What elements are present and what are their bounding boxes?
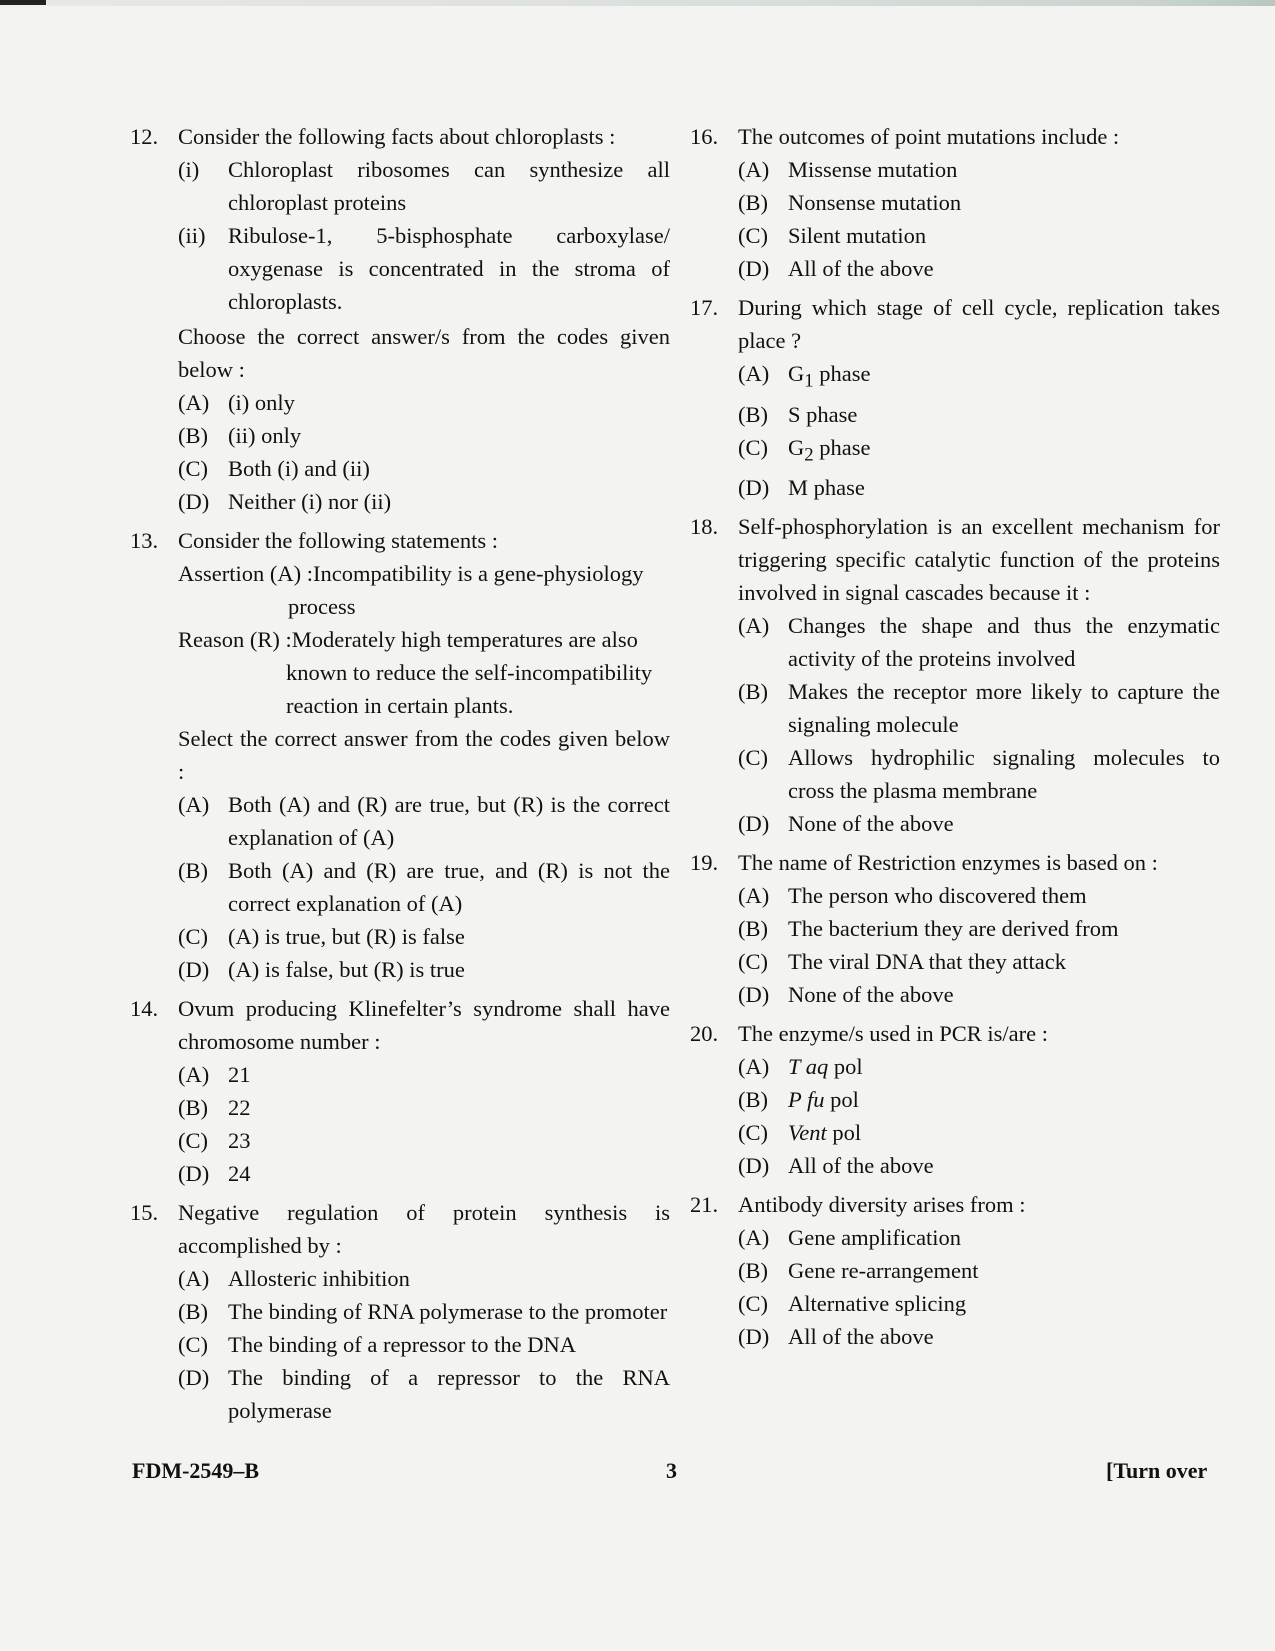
option-d: (D) Neither (i) nor (ii) — [178, 489, 392, 514]
question-text: Consider the following statements : — [178, 528, 498, 553]
turn-over-note: [Turn over — [1106, 1458, 1208, 1483]
question-16 — [690, 120, 1220, 285]
page-number: 3 — [666, 1458, 677, 1483]
option-a: (A) (i) only — [178, 390, 295, 415]
option-a: (A) The person who discovered them — [738, 883, 1087, 908]
option-d: (D) M phase — [738, 475, 865, 500]
top-edge-strip — [46, 0, 1275, 6]
option-b: (B) Both (A) and (R) are true, and (R) is not the correct explanation of (A) — [178, 858, 670, 916]
statement-i: (i) Chloroplast ribosomes can synthesize all chloroplast proteins — [178, 157, 670, 215]
reason-continued: known to reduce the self-incompatibility — [286, 660, 653, 685]
question-text: Consider the following facts about chloroplasts : — [178, 124, 616, 149]
question-number: 15. — [130, 1200, 159, 1225]
option-a: (A) 21 — [178, 1062, 251, 1087]
option-b: (B) Nonsense mutation — [738, 190, 962, 215]
option-a: (A) Gene amplification — [738, 1225, 962, 1250]
option-c: (C) Vent pol — [738, 1120, 862, 1145]
instruction-text: Choose the correct answer/s from the codes given below : — [178, 324, 670, 382]
question-number: 17. — [690, 295, 719, 320]
question-18 — [690, 510, 1220, 840]
option-d: (D) 24 — [178, 1161, 251, 1186]
right-column — [690, 120, 1220, 1359]
option-a: (A) Changes the shape and thus the enzymatic activity of the proteins involved — [738, 613, 1220, 671]
question-text: Negative regulation of protein synthesis is accomplished by : — [178, 1200, 670, 1258]
option-a: (A) Missense mutation — [738, 157, 958, 182]
option-c: (C) Silent mutation — [738, 223, 927, 248]
option-a: (A) Allosteric inhibition — [178, 1266, 410, 1291]
option-c: (C) Both (i) and (ii) — [178, 456, 370, 481]
question-text: Self-phosphorylation is an excellent mechanism for triggering specific catalytic function of the proteins involved in signal cascades because it : — [738, 514, 1220, 605]
question-number: 12. — [130, 124, 159, 149]
question-21 — [690, 1188, 1220, 1353]
question-number: 13. — [130, 528, 159, 553]
question-number: 16. — [690, 124, 719, 149]
option-b: (B) The binding of RNA polymerase to the promoter — [178, 1299, 668, 1324]
question-text: The outcomes of point mutations include : — [738, 124, 1120, 149]
question-number: 19. — [690, 850, 719, 875]
option-b: (B) Gene re-arrangement — [738, 1258, 979, 1283]
option-d: (D) The binding of a repressor to the RNA polymerase — [178, 1365, 670, 1423]
question-20 — [690, 1017, 1220, 1182]
option-d: (D) All of the above — [738, 256, 934, 281]
option-c: (C) Alternative splicing — [738, 1291, 967, 1316]
option-b: (B) Makes the receptor more likely to capture the signaling molecule — [738, 679, 1220, 737]
question-15 — [130, 1196, 670, 1427]
option-b: (B) P fu pol — [738, 1087, 859, 1112]
question-12 — [130, 120, 670, 518]
option-a: (A) Both (A) and (R) are true, but (R) is the correct explanation of (A) — [178, 792, 670, 850]
reason-continued-2: reaction in certain plants. — [286, 693, 514, 718]
option-a: (A) $G_1$ phase — [738, 361, 871, 392]
option-a: (A) T aq pol — [738, 1054, 863, 1079]
option-c: (C) Allows hydrophilic signaling molecules to cross the plasma membrane — [738, 745, 1220, 803]
question-number: 20. — [690, 1021, 719, 1046]
option-d: (D) None of the above — [738, 982, 954, 1007]
question-text: Antibody diversity arises from : — [738, 1192, 1026, 1217]
option-d: (D) All of the above — [738, 1153, 934, 1178]
option-b: (B) 22 — [178, 1095, 251, 1120]
reason: Reason (R) : Moderately high temperatures are also — [178, 627, 638, 652]
left-column — [130, 120, 670, 1433]
option-b: (B) S phase — [738, 401, 858, 427]
option-d: (D) (A) is false, but (R) is true — [178, 957, 465, 982]
question-text: The enzyme/s used in PCR is/are : — [738, 1021, 1048, 1046]
option-c: (C) (A) is true, but (R) is false — [178, 924, 465, 949]
option-c: (C) The viral DNA that they attack — [738, 949, 1067, 974]
instruction-text: Select the correct answer from the codes given below : — [178, 726, 670, 784]
option-c: (C) The binding of a repressor to the DNA — [178, 1332, 577, 1357]
question-number: 21. — [690, 1192, 719, 1217]
paper-code: FDM-2549–B — [132, 1458, 260, 1483]
question-text: The name of Restriction enzymes is based on : — [738, 850, 1158, 875]
question-13 — [130, 524, 670, 986]
option-c: (C) 23 — [178, 1128, 251, 1153]
question-19 — [690, 846, 1220, 1011]
option-c: (C) $G_2$ phase — [738, 434, 871, 465]
question-14 — [130, 992, 670, 1190]
question-text: During which stage of cell cycle, replication takes place ? — [738, 295, 1220, 353]
statement-ii: (ii) Ribulose-1, 5-bisphosphate carboxylase/ oxygenase is concentrated in the stroma of chloroplasts. — [178, 223, 670, 314]
option-d: (D) None of the above — [738, 811, 954, 836]
option-d: (D) All of the above — [738, 1324, 934, 1349]
option-b: (B) The bacterium they are derived from — [738, 916, 1119, 941]
option-b: (B) (ii) only — [178, 423, 302, 448]
assertion: Assertion (A) : Incompatibility is a gene-physiology — [178, 561, 644, 586]
question-text: Ovum producing Klinefelter’s syndrome shall have chromosome number : — [178, 996, 670, 1054]
top-edge-mark — [0, 0, 46, 5]
question-17 — [690, 291, 1220, 504]
question-number: 14. — [130, 996, 159, 1021]
question-number: 18. — [690, 514, 719, 539]
assertion-continued: process — [288, 594, 356, 619]
